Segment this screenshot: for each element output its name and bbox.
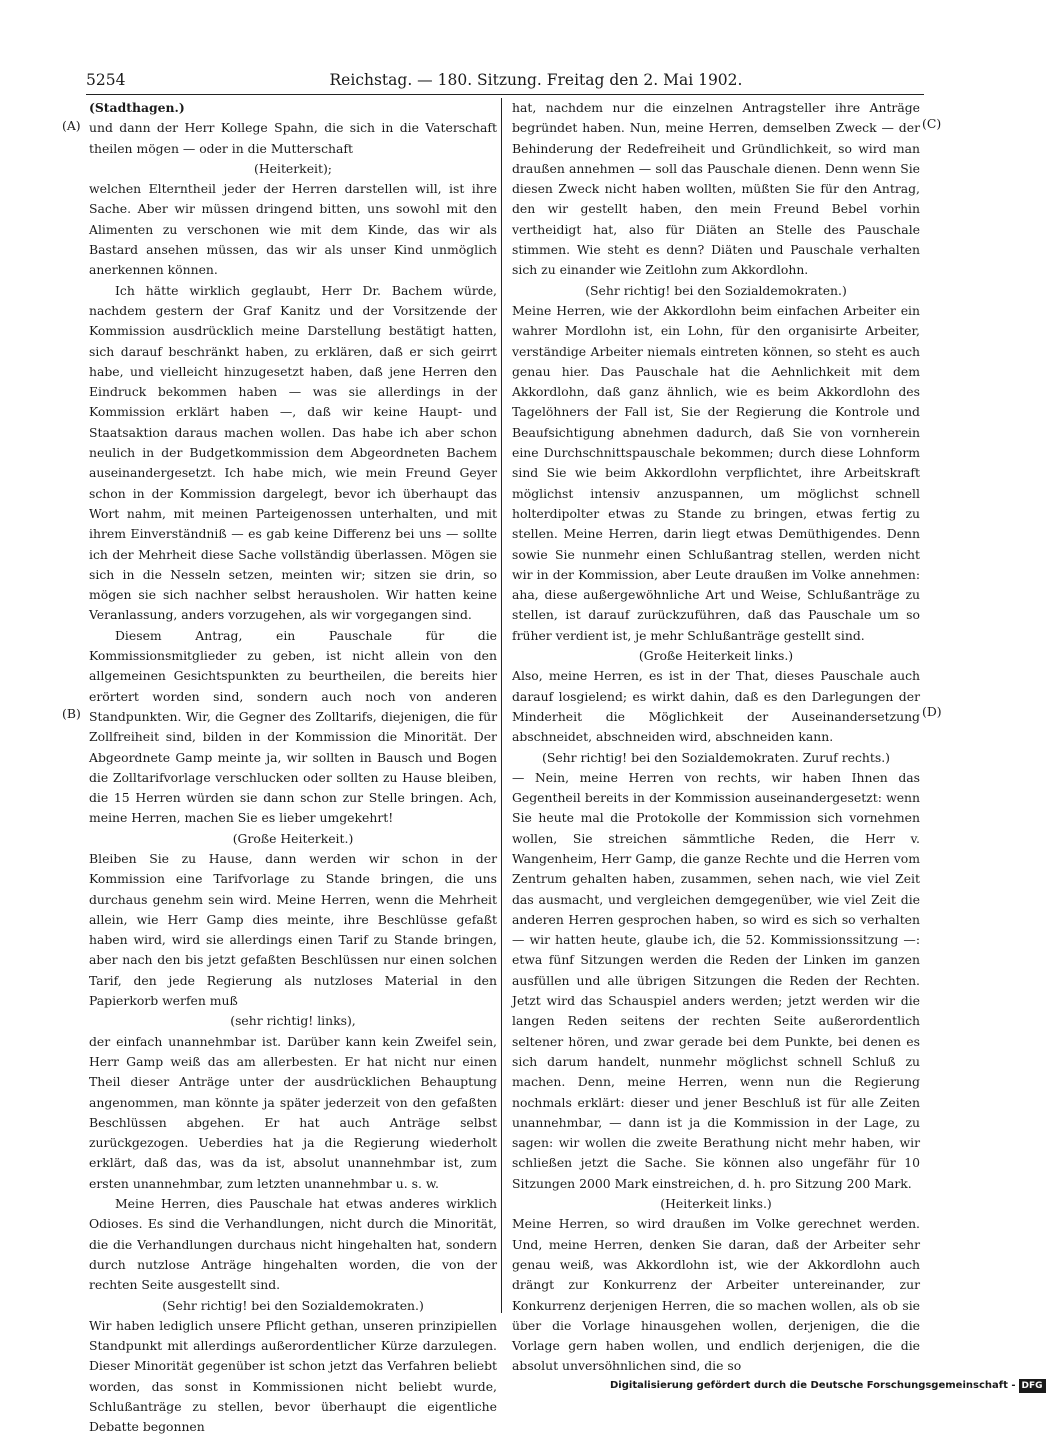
column-divider [501,98,502,1313]
paragraph: Wir haben lediglich unsere Pflicht gethan, unseren prinzipiellen Standpunkt mit allerdings außerordentlicher Kürze darzulegen. Dieser Minorität gegenüber ist schon jetzt das Verfahren beliebt worden, das sonst in Kommissionen nicht beliebt wurde, Schlußanträge zu stellen, bevor überhaupt die eigentliche Debatte begonnen [89,1317,497,1435]
page-number: 5254 [86,71,126,89]
paragraph: Also, meine Herren, es ist in der That, dieses Pauschale auch darauf losgielend; es wirkt dahin, daß es den Darlegungen der Minderheit die Möglichkeit der Auseinandersetzung abschneidet, abschneiden wird, abschneiden kann. [512,668,920,745]
paragraph: Meine Herren, so wird draußen im Volke gerechnet werden. Und, meine Herren, denken Sie daran, daß der Arbeiter sehr genau weiß, was Akkordlohn ist, wie der Akkordlohn auch drängt zur Konkurrenz der Arbeiter untereinander, zur Konkurrenz derjenigen Herren, die so machen wollen, als ob sie über die Vorlage hinausgehen wollen, derjenigen, die die Vorlage gern haben wollen, und endlich derjenigen, die die absolut unversöhnlichen sind, die so [512,1216,920,1374]
running-title: Reichstag. — 180. Sitzung. Freitag den 2. Mai 1902. [329,71,743,89]
margin-mark-b: (B) [62,706,81,721]
right-column [512,98,920,1377]
page-header [86,68,926,92]
interjection: (Große Heiterkeit links.) [638,648,794,664]
paragraph: Diesem Antrag, ein Pauschale für die Kommissionsmitglieder zu geben, ist nicht allein von den allgemeinen Gesichtspunkten zu beurtheilen, die bereits hier erörtert worden sind, sondern auch noch von anderen Standpunkten. Wir, die Gegner des Zolltarifs, diejenigen, die für Zollfreiheit sind, bilden in der Kommission die Minorität. Der Abgeordnete Gamp meinte ja, wir sollten in Bausch und Bogen die Zolltarifvorlage verschlucken oder sollten zu Hause bleiben, die 15 Herren würden sie dann schon zur Stelle bringen. Ach, meine Herren, machen Sie es lieber umgekehrt! [89,627,497,826]
paragraph: der einfach unannehmbar ist. Darüber kann kein Zweifel sein, Herr Gamp weiß das am allerbesten. Er hat nicht nur einen Theil dieser Anträge unter der ausdrücklichen Behauptung angenommen, man könnte ja später jederzeit von den gefaßten Beschlüssen abgehen. Er hat auch Anträge selbst zurückgezogen. Ueberdies hat ja die Regierung wiederholt erklärt, daß das, was da ist, absolut unannehmbar ist, zum ersten unannehmbar, zum letzten unannehmbar u. s. w. [89,1033,497,1191]
header-rule [86,94,924,95]
margin-mark-c: (C) [922,116,942,131]
paragraph: Ich hätte wirklich geglaubt, Herr Dr. Bachem würde, nachdem gestern der Graf Kanitz und der Vorsitzende der Kommission ausdrücklich meine Darstellung bestätigt hatten, sich darauf beschränkt haben, zu erklären, daß er sich geirrt habe, und vielleicht hinzugesetzt haben, daß jene Herren den Eindruck bekommen haben — was sie allerdings in der Kommission erklärt haben —, daß wir keine Haupt- und Staatsaktion daraus machen wollen. Das habe ich aber schon neulich in der Budgetkommission dem Abgeordneten Bachem auseinandergesetzt. Ich habe mich, wie mein Freund Geyer schon in der Kommission dargelegt, bevor ich überhaupt das Wort nahm, mit meinen Parteigenossen unterhalten, und mit ihrem Einverständniß — es gab keine Differenz bei uns — sollte ich der Mehrheit diese Sache vollständig überlassen. Mögen sie sich in die Nesseln setzen, meinten wir; sitzen sie drin, so mögen sie sich nachher selbst herausholen. Wir hatten keine Veranlassung, anders vorzugehen, als wir vorgegangen sind. [89,282,497,623]
paragraph: Meine Herren, wie der Akkordlohn beim einfachen Arbeiter ein wahrer Mordlohn ist, ein Lohn, für den organisirte Arbeiter, verständige Arbeiter niemals eintreten können, so steht es auch genau hier. Das Pauschale hat die Aehnlichkeit mit dem Akkordlohn, daß ganz ähnlich, wie es beim Akkordlohn des Tagelöhners der Fall ist, Sie der Regierung die Kontrole und Beaufsichtigung abnehmen dadurch, daß Sie von vornherein eine Durchschnittspauschale bekommen; durch diese Lohnform sind Sie wie beim Akkordlohn verpflichtet, ihre Arbeitskraft möglichst intensiv anzuspannen, um möglichst schnell holterdipolter etwas zu Stande zu bringen, etwas fertig zu stellen. Meine Herren, darin liegt etwas Demüthigendes. Denn sowie Sie nunmehr einen Schlußantrag stellen, werden nicht wir in der Kommission, aber Leute draußen im Volke annehmen: aha, diese außergewöhnliche Art und Weise, Schlußanträge zu stellen, ist darauf zurückzuführen, daß das Pauschale um so früher verdient ist, je mehr Schlußanträge gestellt sind. [512,302,920,643]
paragraph: Meine Herren, dies Pauschale hat etwas anderes wirklich Odioses. Es sind die Verhandlungen, nicht durch die Minorität, die die Verhandlungen durchaus nicht hingehalten hat, sondern durch nutzlose Anträge hingehalten worden, die von der rechten Seite ausgestellt sind. [89,1196,497,1293]
interjection: (Sehr richtig! bei den Sozialdemokraten.) [162,1297,424,1313]
margin-mark-d: (D) [922,704,942,719]
interjection: (Große Heiterkeit.) [232,830,354,846]
credit-text: Digitalisierung gefördert durch die Deutsche Forschungsgemeinschaft - [610,1380,1016,1391]
interjection: (Heiterkeit); [254,160,332,176]
paragraph: welchen Elterntheil jeder der Herren darstellen will, ist ihre Sache. Aber wir müssen dringend bitten, uns sowohl mit den Alimenten zu verschonen wie mit dem Kinde, das wir als Bastard ansehen müssen, das wir als unser Kind unmöglich anerkennen können. [89,181,497,278]
paragraph: — Nein, meine Herren von rechts, wir haben Ihnen das Gegentheil bereits in der Kommission auseinandergesetzt: wenn Sie heute mal die Protokolle der Kommission sich vornehmen wollen, Sie streichen sämmtliche Reden, die Herr v. Wangenheim, Herr Gamp, die ganze Rechte und die Herren vom Zentrum gehalten haben, zusammen, sehen nach, wie viel Zeit das ausmacht, und vergleichen demgegenüber, wie viel Zeit die anderen Herren gesprochen haben, so wird es sich so verhalten — wir hatten heute, glaube ich, die 52. Kommissionssitzung —: etwa fünf Sitzungen werden die Reden der Linken im ganzen ausfüllen und alle übrigen Sitzungen die Reden der Rechten. Jetzt wird das Schauspiel anders werden; jetzt werden wir die langen Reden seitens der rechten Seite außerordentlich seltener hören, und zwar gerade bei dem Punkte, bei denen es sich darum handelt, nunmehr möglichst schnell Schluß zu machen. Denn, meine Herren, wenn nun die Regierung nochmals erklärt: dieser und jener Beschluß ist für alle Zeiten unannehmbar, — dann ist ja die Kommission in der Lage, zu sagen: wir wollen die zweite Berathung nicht mehr haben, wir schließen jetzt die Sache. Sie können also ungefähr für 10 Sitzungen 2000 Mark einstreichen, d. h. pro Sitzung 200 Mark. [512,769,920,1191]
dfg-logo: DFG [1019,1379,1046,1393]
left-column [89,98,497,1438]
margin-mark-a: (A) [62,118,81,133]
paragraph: Bleiben Sie zu Hause, dann werden wir schon in der Kommission eine Tarifvorlage zu Stande bringen, die uns durchaus genehm sein wird. Meine Herren, wenn die Mehrheit allein, wie Herr Gamp dies meinte, ihre Beschlüsse gefaßt haben wird, wird sie allerdings einen Tarif zu Stande bringen, aber nach den bis jetzt gefaßten Beschlüssen nur einen solchen Tarif, den jede Regierung als nutzloses Material in den Papierkorb werfen muß [89,850,497,1009]
digitization-credit [610,1379,1046,1393]
paragraph: und dann der Herr Kollege Spahn, die sich in die Vaterschaft theilen mögen — oder in die Mutterschaft [89,120,497,156]
interjection: (Sehr richtig! bei den Sozialdemokraten.) [585,282,847,298]
speaker-name: (Stadthagen.) [89,100,185,115]
interjection: (Heiterkeit links.) [660,1196,772,1212]
paragraph: hat, nachdem nur die einzelnen Antragsteller ihre Anträge begründet haben. Nun, meine Herren, demselben Zweck — der Behinderung der Redefreiheit und Gründlichkeit, so wird man draußen annehmen — soll das Pauschale dienen. Denn wenn Sie diesen Zweck nicht haben wollten, müßten Sie für den Antrag, den wir gestellt haben, den mein Freund Bebel vorhin vertheidigt hat, also für Diäten an Stelle des Pauschale stimmen. Wie steht es denn? Diäten und Pauschale verhalten sich zu einander wie Zeitlohn zum Akkordlohn. [512,100,920,278]
interjection: (Sehr richtig! bei den Sozialdemokraten. Zuruf rechts.) [542,749,890,765]
interjection: (sehr richtig! links), [230,1013,356,1029]
